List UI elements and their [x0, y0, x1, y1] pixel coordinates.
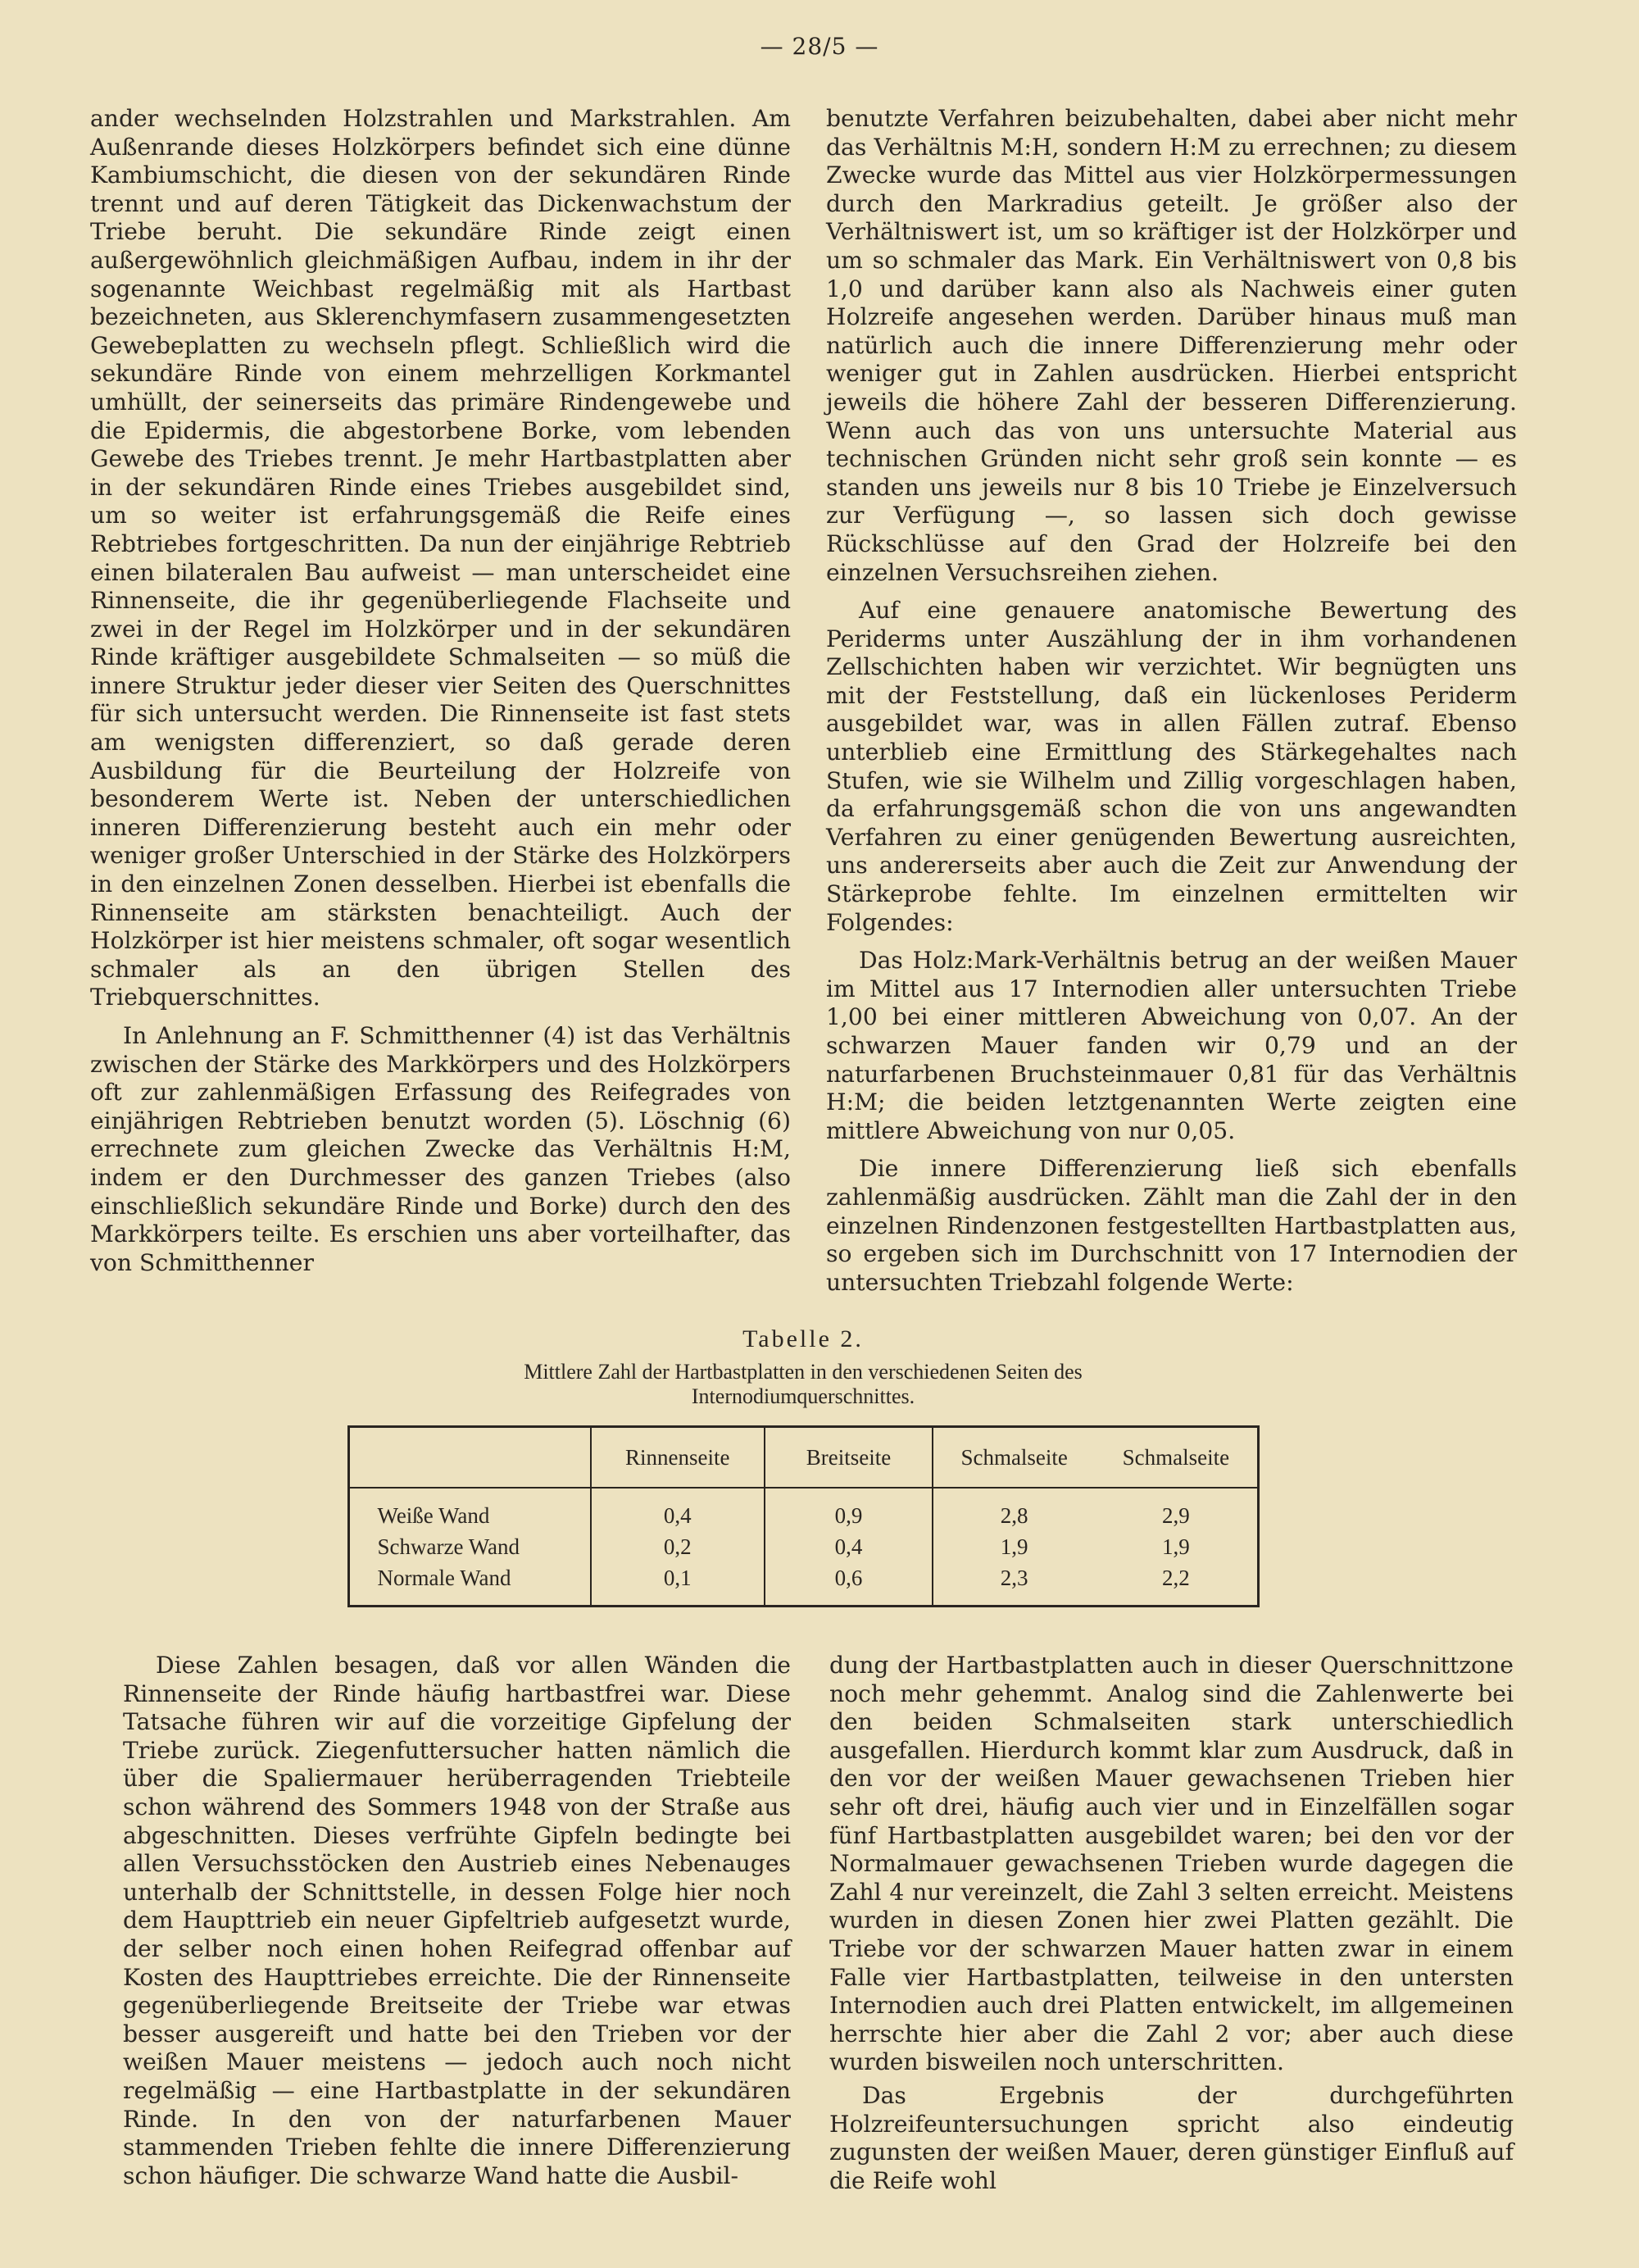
table-cell: 2,9	[1162, 1502, 1190, 1528]
paragraph: In Anlehnung an F. Schmitthenner (4) ist das Verhältnis zwischen der Stärke des Markkörpers und des Holzkörpers oft zur zahlenmäßigen Erfassung des Reifegrades von einjährigen Rebtrieben benutzt worden (5). Löschnig (6) errechnete zum gleichen Zwecke das Verhältnis H:M, indem er den Durchmesser des ganzen Triebes (also einschließlich sekundäre Rinde und Borke) durch den des Markkörpers teilte. Es erschien uns aber vorteilhafter, das von Schmitthenner	[90, 1022, 791, 1276]
data-table	[347, 1425, 1260, 1607]
paragraph: Das Ergebnis der durchgeführten Holzreifeuntersuchungen spricht also eindeutig zugunsten der weißen Mauer, deren günstiger Einfluß auf die Reife wohl	[829, 2081, 1514, 2194]
paragraph: ander wechselnden Holzstrahlen und Markstrahlen. Am Außenrande dieses Holzkörpers befindet sich eine dünne Kambiumschicht, die diesen von der sekundären Rinde trennt und auf deren Tätigkeit das Dickenwachstum der Triebe beruht. Die sekundäre Rinde zeigt einen außergewöhnlich gleichmäßigen Aufbau, indem in ihr der sogenannte Weichbast regelmäßig mit als Hartbast bezeichneten, aus Sklerenchymfasern zusammengesetzten Gewebeplatten zu wechseln pflegt. Schließlich wird die sekundäre Rinde von einem mehrzelligen Korkmantel umhüllt, der seinerseits das primäre Rindengewebe und die Epidermis, die abgestorbene Borke, vom lebenden Gewebe des Triebes trennt. Je mehr Hartbastplatten aber in der sekundären Rinde eines Triebes ausgebildet sind, um so weiter ist erfahrungsgemäß die Reife eines Rebtriebes fortgeschritten. Da nun der einjährige Rebtrieb einen bilateralen Bau aufweist — man unterscheidet eine Rinnenseite, die ihr gegenüberliegende Flachseite und zwei in der Regel im Holzkörper und in der sekundären Rinde kräftiger ausgebildete Schmalseiten — so müß die innere Struktur jeder dieser vier Seiten des Querschnittes für sich untersucht werden. Die Rinnenseite ist fast stets am wenigsten differenziert, so daß gerade deren Ausbildung für die Beurteilung der Holzreife von besonderem Werte ist. Neben der unterschiedlichen inneren Differenzierung besteht auch ein mehr oder weniger großer Unterschied in der Stärke des Holzkörpers in den einzelnen Zonen desselben. Hierbei ist ebenfalls die Rinnenseite am stärksten benachteiligt. Auch der Holzkörper ist hier meistens schmaler, oft sogar wesentlich schmaler als an den übrigen Stellen des Triebquerschnittes.	[90, 105, 791, 1011]
table-cell: 1,9	[933, 1531, 1095, 1562]
table-header-cell: Breitseite	[765, 1427, 933, 1489]
table-cell: 0,4	[765, 1531, 933, 1562]
paragraph: benutzte Verfahren beizubehalten, dabei aber nicht mehr das Verhältnis M:H, sondern H:M zu errechnen; zu diesem Zwecke wurde das Mittel aus vier Holzkörpermessungen durch den Markradius geteilt. Je größer also der Verhältniswert ist, um so kräftiger ist der Holzkörper und um so schmaler das Mark. Ein Verhältniswert von 0,8 bis 1,0 und darüber kann also als Nachweis einer guten Holzreife angesehen werden. Darüber hinaus muß man natürlich auch die innere Differenzierung mehr oder weniger gut in Zahlen ausdrücken. Hierbei entspricht jeweils die höhere Zahl der besseren Differenzierung. Wenn auch das von uns untersuchte Material aus technischen Gründen nicht sehr groß sein konnte — es standen uns jeweils nur 8 bis 10 Triebe je Einzelversuch zur Verfügung —, so lassen sich doch gewisse Rückschlüsse auf den Grad der Holzreife bei den einzelnen Versuchsreihen ziehen.	[826, 105, 1517, 586]
paragraph: Das Holz:Mark-Verhältnis betrug an der weißen Mauer im Mittel aus 17 Internodien aller untersuchten Triebe 1,00 bei einer mittleren Abweichung von 0,07. An der schwarzen Mauer fanden wir 0,79 und an der naturfarbenen Bruchsteinmauer 0,81 für das Verhältnis H:M; die beiden letztgenannten Werte zeigten eine mittlere Abweichung von nur 0,05.	[826, 947, 1517, 1144]
paragraph: Auf eine genauere anatomische Bewertung des Periderms unter Auszählung der in ihm vorhandenen Zellschichten haben wir verzichtet. Wir begnügten uns mit der Feststellung, daß ein lückenloses Periderm ausgebildet war, was in allen Fällen zutraf. Ebenso unterblieb eine Ermittlung des Stärkegehaltes nach Stufen, wie sie Wilhelm und Zillig vorgeschlagen haben, da erfahrungsgemäß schon die von uns angewandten Verfahren zu einer genügenden Bewertung ausreichten, uns andererseits aber auch die Zeit zur Anwendung der Stärkeprobe fehlte. Im einzelnen ermittelten wir Folgendes:	[826, 597, 1517, 936]
table-cell: 2,2	[1162, 1565, 1190, 1590]
paragraph: Die innere Differenzierung ließ sich ebenfalls zahlenmäßig ausdrücken. Zählt man die Zahl der in den einzelnen Rindenzonen festgestellten Hartbastplatten aus, so ergeben sich im Durchschnitt von 17 Internodien der untersuchten Triebzahl folgende Werte:	[826, 1155, 1517, 1296]
table-cell: Normale Wand	[377, 1565, 511, 1590]
table-cell: 2,8	[933, 1488, 1095, 1531]
table-header-row	[348, 1427, 1258, 1489]
table-row	[348, 1531, 1258, 1562]
table-cell: Weiße Wand	[377, 1502, 490, 1528]
column-top-right	[826, 105, 1517, 1297]
table-row	[348, 1562, 1258, 1607]
table-cell: 0,1	[591, 1562, 765, 1607]
table-cell: 0,9	[765, 1488, 933, 1531]
column-bottom-right	[829, 1652, 1514, 2195]
table-cell: 0,2	[591, 1531, 765, 1562]
table-header-cell: Schmalseite	[1095, 1427, 1258, 1489]
paragraph: dung der Hartbastplatten auch in dieser Querschnittzone noch mehr gehemmt. Analog sind die Zahlenwerte bei den beiden Schmalseiten stark unterschiedlich ausgefallen. Hierdurch kommt klar zum Ausdruck, daß in den vor der weißen Mauer gewachsenen Trieben hier sehr oft drei, häufig auch vier und in Einzelfällen sogar fünf Hartbastplatten ausgebildet waren; bei den vor der Normalmauer gewachsenen Trieben wurde dagegen die Zahl 4 nur vereinzelt, die Zahl 3 selten erreicht. Meistens wurden in diesen Zonen hier zwei Platten gezählt. Die Triebe vor der schwarzen Mauer hatten zwar in einem Falle vier Hartbastplatten, teilweise in den untersten Internodien auch drei Platten entwickelt, im allgemeinen herrschte hier aber die Zahl 2 vor; aber auch diese wurden bisweilen noch unterschritten.	[829, 1652, 1514, 2076]
table-cell: 2,3	[933, 1562, 1095, 1607]
table-header-cell	[348, 1427, 591, 1489]
table-caption: Mittlere Zahl der Hartbastplatten in den verschiedenen Seiten des Internodiumquerschnittes.	[524, 1360, 1083, 1408]
table-cell: 1,9	[1162, 1534, 1190, 1559]
table-block	[344, 1325, 1262, 1607]
table-header-cell: Schmalseite	[933, 1427, 1095, 1489]
table-row	[348, 1488, 1258, 1531]
paragraph: Diese Zahlen besagen, daß vor allen Wänden die Rinnenseite der Rinde häufig hartbastfrei war. Diese Tatsache führen wir auf die vorzeitige Gipfelung der Triebe zurück. Ziegenfuttersucher hatten nämlich die über die Spaliermauer herüberragenden Triebteile schon während des Sommers 1948 von der Straße aus abgeschnitten. Dieses verfrühte Gipfeln bedingte bei allen Versuchsstöcken den Austrieb eines Nebenauges unterhalb der Schnittstelle, in dessen Folge hier noch dem Haupttrieb ein neuer Gipfeltrieb aufgesetzt wurde, der selber noch einen hohen Reifegrad offenbar auf Kosten des Haupttriebes erreichte. Die der Rinnenseite gegenüberliegende Breitseite der Triebe war etwas besser ausgereift und hatte bei den Trieben vor der weißen Mauer meistens — jedoch auch noch nicht regelmäßig — eine Hartbastplatte in der sekundären Rinde. In den von der naturfarbenen Mauer stammenden Trieben fehlte die innere Differenzierung schon häufiger. Die schwarze Wand hatte die Ausbil-	[123, 1652, 791, 2189]
table-cell: 0,6	[765, 1562, 933, 1607]
table-header-cell: Rinnenseite	[591, 1427, 765, 1489]
page-number: — 28/5 —	[760, 33, 879, 60]
table-cell: 0,4	[591, 1488, 765, 1531]
table-title: Tabelle 2.	[742, 1325, 864, 1352]
column-top-left	[90, 105, 791, 1277]
table-cell: Schwarze Wand	[377, 1534, 520, 1559]
column-bottom-left	[123, 1652, 791, 2190]
